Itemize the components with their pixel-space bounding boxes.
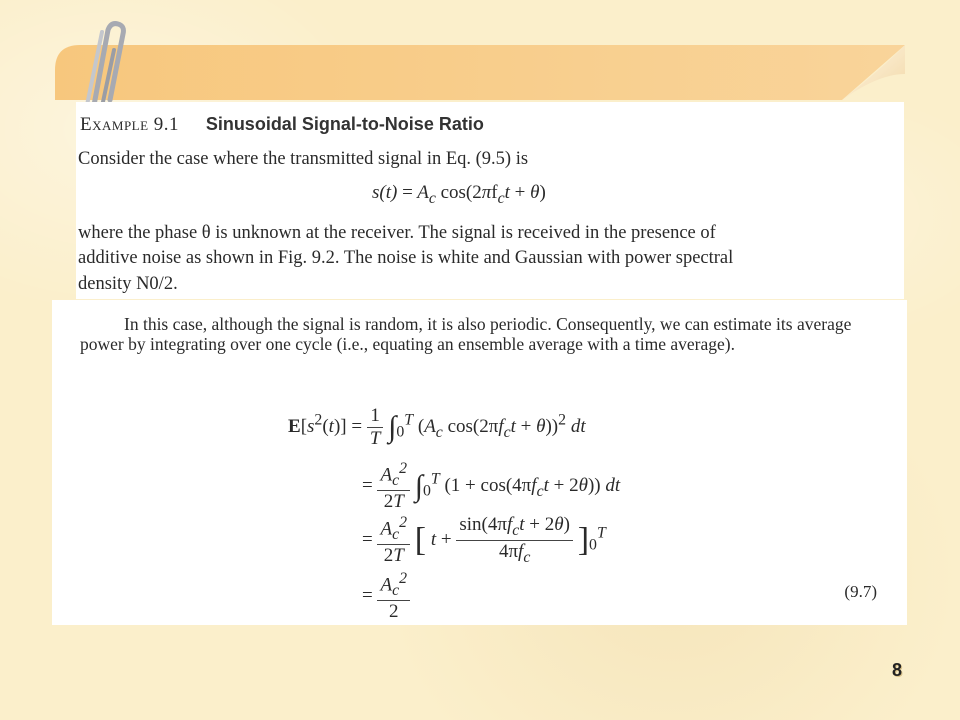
example-line-1: where the phase θ is unknown at the receiver. The signal is received in the presence of	[78, 223, 716, 243]
example-intro: Consider the case where the transmitted signal in Eq. (9.5) is	[78, 149, 529, 169]
derivation-paragraph: In this case, although the signal is random, it is also periodic. Consequently, we can estimate its average power by integrating over one cycle (i.e., equating an ensemble average with a time average).	[80, 314, 852, 354]
example-label: Example 9.1	[80, 114, 180, 135]
equation-number: (9.7)	[844, 582, 877, 601]
example-panel	[76, 102, 904, 299]
equation-line-3: = $\frac{A_c^2}{2T}$ [ t + $\frac{\sin(4\pi f_ct + 2\theta)}{4\pi f_c}$ ]$_0^T$	[362, 514, 606, 567]
example-line-3: density N0/2.	[78, 274, 178, 294]
equation-line-2: = $\frac{A_c^2}{2T}$ $\int_0^T$ $(1 + \cos(4\pi f_ct + 2\theta))$ dt	[362, 460, 621, 513]
example-title: Sinusoidal Signal-to-Noise Ratio	[205, 114, 484, 134]
equation-line-1: $E[s^2(t)]$ = $\frac{1}{T}$ $\int_0^T$ ($A_c$ $\cos(2\pi f_ct + \theta))^2$ dt	[288, 405, 586, 449]
derivation-panel	[52, 300, 907, 625]
page-number: 8	[891, 660, 902, 680]
equation-line-4: = $\frac{A_c^2}{2}$	[362, 570, 410, 623]
signal-equation: $s(t) = A_c$ $\cos(2\pi f_ct + \theta)$	[372, 182, 546, 207]
example-line-2: additive noise as shown in Fig. 9.2. The noise is white and Gaussian with power spectral	[78, 248, 734, 268]
example-heading	[80, 114, 484, 136]
